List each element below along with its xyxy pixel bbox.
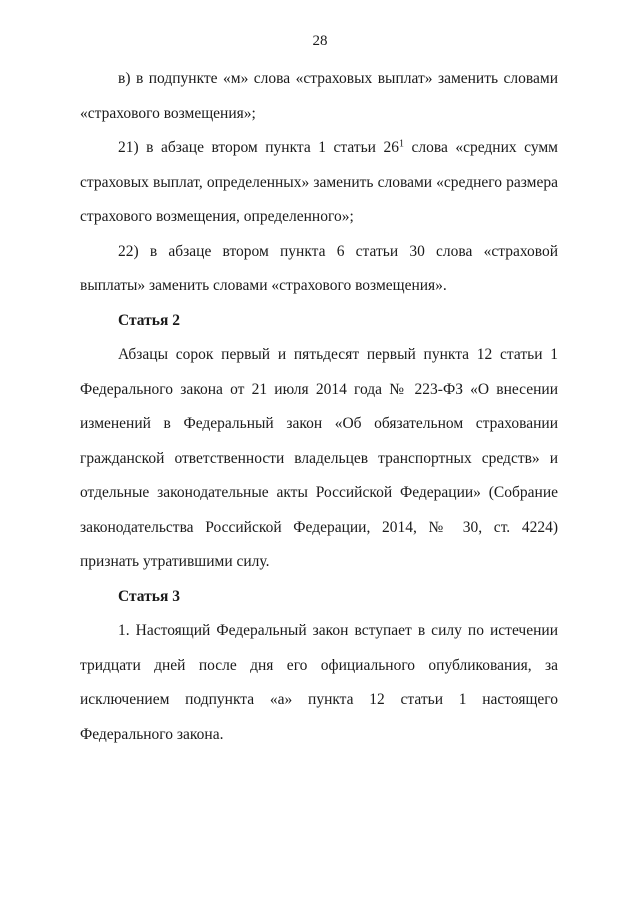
paragraph-item-21-text-start: 21) в абзаце втором пункта 1 статьи 26: [118, 139, 399, 156]
article-3-heading: Статья 3: [118, 587, 180, 605]
paragraph-item-21-text-end: слова «средних сумм страховых выплат, определенных» заменить словами «среднего размера страхового возмещения, определенного»;: [80, 139, 558, 225]
superscript-index: 1: [398, 138, 404, 150]
article-2-paragraph: Абзацы сорок первый и пятьдесят первый пункта 12 статьи 1 Федерального закона от 21 июля 2014 года № 223-ФЗ «О внесении изменений в Федеральный закон «Об обязательном страховании гражданской ответственности владельцев транспортных средств» и отдельные законодательные акты Российской Федерации» (Собрание законодательства Российской Федерации, 2014, № 30, ст. 4224) признать утратившими силу.: [80, 346, 558, 570]
document-body: [80, 62, 558, 752]
page-number: 28: [312, 33, 328, 49]
paragraph-item-22: 22) в абзаце втором пункта 6 статьи 30 слова «страховой выплаты» заменить словами «страхового возмещения».: [80, 242, 558, 294]
article-2-heading: Статья 2: [118, 311, 180, 329]
paragraph-item-21: [80, 131, 558, 235]
article-3-paragraph-1: 1. Настоящий Федеральный закон вступает в силу по истечении тридцати дней после дня его официального опубликования, за исключением подпункта «а» пункта 12 статьи 1 настоящего Федерального закона.: [80, 622, 558, 743]
paragraph-subitem-v: в) в подпункте «м» слова «страховых выплат» заменить словами «страхового возмещения»;: [80, 70, 558, 122]
